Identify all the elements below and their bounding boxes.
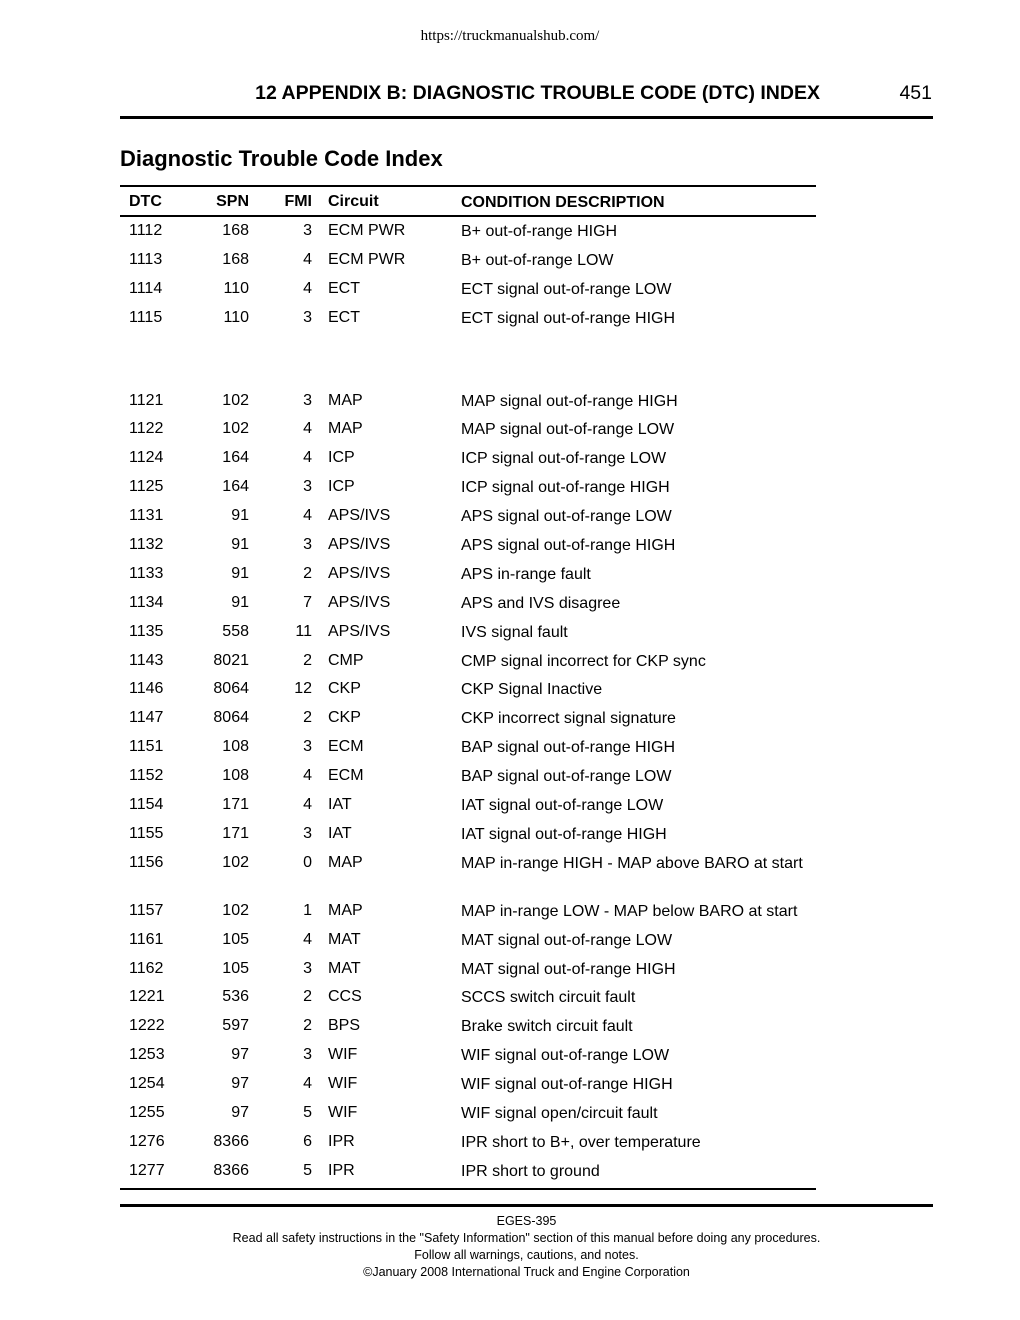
column-header-dtc: DTC [129, 193, 162, 210]
fmi-cell: 3 [303, 1046, 312, 1064]
description-cell: MAT signal out-of-range LOW [461, 931, 673, 949]
table-row [120, 1070, 816, 1099]
dtc-cell: 1254 [129, 1075, 165, 1093]
fmi-cell: 7 [303, 593, 312, 611]
description-cell: B+ out-of-range HIGH [461, 223, 618, 240]
circuit-cell: CKP [328, 680, 361, 698]
dtc-cell: 1253 [129, 1046, 165, 1064]
circuit-cell: IAT [328, 796, 352, 814]
safety-notice: Read all safety instructions in the "Safety Information" section of this manual before doing any procedures. [232, 1231, 821, 1245]
fmi-cell: 11 [295, 622, 312, 640]
circuit-cell: ECM [328, 738, 364, 756]
circuit-cell: ECT [328, 279, 360, 297]
circuit-cell: WIF [328, 1104, 358, 1122]
table-row [120, 675, 816, 704]
table-row [120, 762, 816, 791]
dtc-cell: 1132 [129, 536, 164, 554]
circuit-cell: IPR [328, 1132, 355, 1150]
description-cell: APS signal out-of-range LOW [461, 508, 672, 526]
table-row [120, 897, 816, 926]
description-cell: ICP signal out-of-range LOW [461, 450, 667, 468]
fmi-cell: 2 [303, 988, 312, 1006]
table-row [120, 217, 816, 246]
description-cell: BAP signal out-of-range HIGH [461, 739, 676, 757]
table-row [120, 589, 816, 618]
fmi-cell: 4 [303, 796, 312, 814]
table-row [120, 1099, 816, 1128]
spn-cell: 91 [231, 564, 249, 582]
spn-cell: 171 [222, 824, 249, 842]
dtc-cell: 1277 [129, 1161, 165, 1179]
table-header [120, 185, 816, 217]
fmi-cell: 2 [303, 564, 312, 582]
dtc-cell: 1146 [129, 680, 164, 698]
table-row [120, 560, 816, 589]
fmi-cell: 4 [303, 449, 312, 467]
circuit-cell: APS/IVS [328, 593, 391, 611]
footer [120, 1213, 933, 1281]
description-cell: ICP signal out-of-range HIGH [461, 479, 670, 497]
table-row [120, 415, 816, 444]
circuit-cell: APS/IVS [328, 564, 391, 582]
description-cell: ECT signal out-of-range LOW [461, 280, 672, 298]
fmi-cell: 2 [303, 651, 312, 669]
description-cell: APS and IVS disagree [461, 594, 621, 612]
circuit-cell: IPR [328, 1161, 355, 1179]
circuit-cell: MAP [328, 391, 363, 409]
spn-cell: 536 [222, 988, 249, 1006]
table-row [120, 387, 816, 416]
spn-cell: 8021 [213, 651, 249, 669]
spn-cell: 110 [223, 279, 249, 297]
table-group-2 [120, 387, 816, 1186]
fmi-cell: 6 [303, 1132, 312, 1150]
spn-cell: 102 [222, 391, 249, 409]
circuit-cell: APS/IVS [328, 536, 391, 554]
dtc-cell: 1162 [129, 959, 164, 977]
circuit-cell: IAT [328, 824, 352, 842]
table-row [120, 820, 816, 849]
table-row [120, 1157, 816, 1186]
table-row [120, 473, 816, 502]
dtc-cell: 1115 [129, 308, 163, 326]
table-row [120, 1012, 816, 1041]
fmi-cell: 0 [303, 853, 312, 871]
dtc-cell: 1156 [129, 853, 164, 871]
fmi-cell: 4 [303, 1075, 312, 1093]
page-number: 451 [899, 82, 932, 104]
table-group-1 [120, 217, 816, 333]
fmi-cell: 2 [303, 709, 312, 727]
spn-cell: 108 [222, 738, 249, 756]
description-cell: B+ out-of-range LOW [461, 251, 614, 269]
circuit-cell: MAP [328, 853, 363, 871]
warnings-notice: Follow all warnings, cautions, and notes. [414, 1248, 639, 1262]
description-cell: IVS signal fault [461, 623, 568, 641]
copyright: ©January 2008 International Truck and Engine Corporation [363, 1265, 690, 1279]
circuit-cell: MAP [328, 420, 363, 438]
spn-cell: 97 [231, 1075, 249, 1093]
circuit-cell: ECM [328, 767, 364, 785]
fmi-cell: 3 [303, 222, 312, 239]
circuit-cell: CCS [328, 988, 362, 1006]
dtc-cell: 1147 [129, 709, 164, 727]
fmi-cell: 4 [303, 930, 312, 948]
circuit-cell: WIF [328, 1046, 358, 1064]
fmi-cell: 3 [303, 308, 312, 326]
spn-cell: 164 [222, 478, 249, 496]
spn-cell: 558 [222, 622, 249, 640]
fmi-cell: 3 [303, 738, 312, 756]
spn-cell: 168 [222, 222, 249, 239]
column-header-circuit: Circuit [328, 193, 379, 210]
description-cell: WIF signal open/circuit fault [461, 1105, 658, 1123]
spn-cell: 91 [231, 536, 249, 554]
dtc-cell: 1131 [129, 507, 164, 525]
dtc-cell: 1121 [129, 391, 164, 409]
description-cell: CMP signal incorrect for CKP sync [461, 652, 706, 670]
description-cell: ECT signal out-of-range HIGH [461, 309, 676, 327]
table-row [120, 849, 816, 897]
circuit-cell: APS/IVS [328, 507, 391, 525]
fmi-cell: 4 [303, 507, 312, 525]
table-row [120, 304, 816, 333]
table-row [120, 791, 816, 820]
description-cell: APS signal out-of-range HIGH [461, 537, 676, 555]
table-row [120, 983, 816, 1012]
fmi-cell: 1 [303, 901, 312, 919]
circuit-cell: CMP [328, 651, 364, 669]
circuit-cell: CKP [328, 709, 361, 727]
group-spacer [120, 333, 816, 387]
dtc-cell: 1276 [129, 1132, 165, 1150]
description-cell: WIF signal out-of-range HIGH [461, 1076, 673, 1094]
description-cell: MAP in-range LOW - MAP below BARO at start [461, 902, 798, 920]
spn-cell: 8366 [213, 1161, 249, 1179]
dtc-cell: 1122 [129, 420, 164, 438]
description-cell: IAT signal out-of-range LOW [461, 797, 664, 815]
fmi-cell: 4 [303, 279, 312, 297]
fmi-cell: 4 [303, 250, 312, 268]
table-row [120, 955, 816, 984]
description-cell: CKP Signal Inactive [461, 681, 603, 699]
description-cell: IAT signal out-of-range HIGH [461, 825, 667, 843]
fmi-cell: 3 [303, 536, 312, 554]
table-row [120, 704, 816, 733]
description-cell: SCCS switch circuit fault [461, 989, 636, 1007]
circuit-cell: MAP [328, 901, 363, 919]
description-cell: WIF signal out-of-range LOW [461, 1047, 670, 1065]
column-header-description: CONDITION DESCRIPTION [461, 194, 665, 211]
table-row [120, 444, 816, 473]
description-cell: IPR short to B+, over temperature [461, 1133, 701, 1151]
circuit-cell: BPS [328, 1017, 361, 1035]
dtc-cell: 1255 [129, 1104, 165, 1122]
chapter-heading: 12 APPENDIX B: DIAGNOSTIC TROUBLE CODE (DTC) INDEX [255, 82, 820, 104]
table-row [120, 1128, 816, 1157]
circuit-cell: ECM PWR [328, 250, 406, 268]
column-header-spn: SPN [216, 193, 249, 210]
circuit-cell: WIF [328, 1075, 358, 1093]
dtc-cell: 1114 [129, 279, 163, 297]
spn-cell: 108 [222, 767, 249, 785]
table-row [120, 733, 816, 762]
dtc-cell: 1124 [129, 449, 164, 467]
spn-cell: 102 [222, 853, 249, 871]
spn-cell: 8064 [213, 709, 249, 727]
description-cell: MAP signal out-of-range HIGH [461, 392, 678, 410]
fmi-cell: 3 [303, 478, 312, 496]
circuit-cell: MAT [328, 959, 361, 977]
fmi-cell: 12 [294, 680, 312, 698]
dtc-cell: 1154 [129, 796, 164, 814]
circuit-cell: ICP [328, 449, 355, 467]
spn-cell: 105 [222, 930, 249, 948]
table-row [120, 275, 816, 304]
table-row [120, 647, 816, 676]
spn-cell: 597 [222, 1017, 249, 1035]
dtc-cell: 1143 [129, 651, 164, 669]
page-title: Diagnostic Trouble Code Index [120, 146, 443, 171]
table-row [120, 502, 816, 531]
description-cell: MAT signal out-of-range HIGH [461, 960, 676, 978]
fmi-cell: 3 [303, 959, 312, 977]
dtc-cell: 1221 [129, 988, 165, 1006]
description-cell: MAP signal out-of-range LOW [461, 421, 675, 439]
dtc-cell: 1157 [129, 901, 164, 919]
dtc-cell: 1152 [129, 767, 164, 785]
dtc-cell: 1133 [129, 564, 164, 582]
spn-cell: 91 [231, 593, 249, 611]
spn-cell: 8064 [213, 680, 249, 698]
table-row [120, 1041, 816, 1070]
source-url[interactable]: https://truckmanualshub.com/ [420, 28, 600, 44]
dtc-cell: 1134 [129, 593, 164, 611]
spn-cell: 91 [231, 507, 249, 525]
description-cell: Brake switch circuit fault [461, 1018, 633, 1036]
doc-code: EGES-395 [496, 1214, 557, 1228]
fmi-cell: 5 [303, 1104, 312, 1122]
spn-cell: 102 [222, 420, 249, 438]
table-bottom-rule [120, 1188, 816, 1190]
description-cell: CKP incorrect signal signature [461, 710, 676, 728]
fmi-cell: 4 [303, 420, 312, 438]
description-cell: MAP in-range HIGH - MAP above BARO at start [461, 854, 803, 872]
spn-cell: 110 [223, 308, 249, 326]
circuit-cell: MAT [328, 930, 361, 948]
dtc-cell: 1155 [129, 824, 164, 842]
fmi-cell: 3 [303, 391, 312, 409]
circuit-cell: ICP [328, 478, 355, 496]
dtc-cell: 1161 [129, 930, 164, 948]
table-row [120, 531, 816, 560]
dtc-cell: 1151 [129, 738, 164, 756]
spn-cell: 164 [222, 449, 249, 467]
footer-rule [120, 1204, 933, 1207]
fmi-cell: 5 [303, 1161, 312, 1179]
fmi-cell: 2 [303, 1017, 312, 1035]
dtc-cell: 1222 [129, 1017, 165, 1035]
circuit-cell: ECT [328, 308, 360, 326]
dtc-cell: 1125 [129, 478, 164, 496]
description-cell: IPR short to ground [461, 1162, 600, 1180]
dtc-cell: 1135 [129, 622, 164, 640]
spn-cell: 168 [222, 250, 249, 268]
spn-cell: 8366 [213, 1132, 249, 1150]
dtc-cell: 1112 [129, 222, 163, 239]
circuit-cell: APS/IVS [328, 622, 391, 640]
spn-cell: 97 [231, 1046, 249, 1064]
dtc-table [120, 185, 816, 1190]
table-row [120, 926, 816, 955]
circuit-cell: ECM PWR [328, 222, 406, 239]
description-cell: BAP signal out-of-range LOW [461, 768, 672, 786]
fmi-cell: 4 [303, 767, 312, 785]
fmi-cell: 3 [303, 824, 312, 842]
spn-cell: 171 [222, 796, 249, 814]
header-rule [120, 116, 933, 119]
spn-cell: 97 [231, 1104, 249, 1122]
spn-cell: 105 [222, 959, 249, 977]
dtc-cell: 1113 [129, 250, 163, 268]
table-row [120, 618, 816, 647]
description-cell: APS in-range fault [461, 565, 591, 583]
spn-cell: 102 [222, 901, 249, 919]
column-header-fmi: FMI [284, 193, 312, 210]
table-row [120, 246, 816, 275]
